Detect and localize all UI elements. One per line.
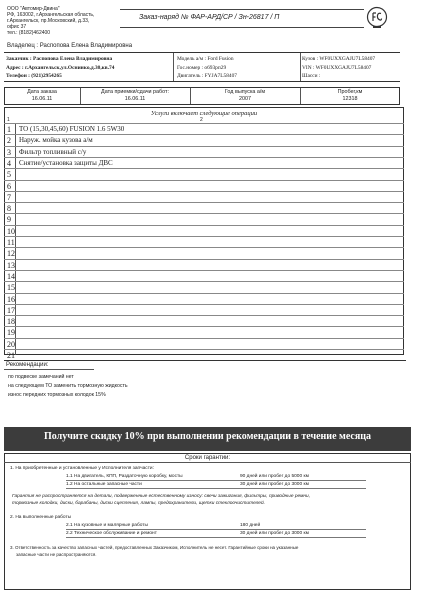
service-row-number: 20 (7, 339, 15, 349)
vehicle-vin: VIN : WF0UXXGAJU7L58407 (302, 64, 372, 71)
services-col-number: 2 (200, 117, 203, 123)
service-row-text: ТО (15,30,45,60) FUSION 1.6 5W30 (19, 125, 125, 133)
order-title: Заказ-наряд № ФАР-АРД/СР / Зн-26817 / П (139, 14, 280, 21)
service-row-number: 15 (7, 283, 15, 293)
warranty-item-label: 1.2 На остальные запасные части (66, 482, 142, 487)
company-address-line: г.Архангельск, пр.Московский, д.33, (7, 18, 90, 24)
recommendation-line: на следующем ТО заменить тормозную жидкость (8, 383, 128, 389)
service-row (4, 202, 404, 213)
warranty-item-value: 30 дней или пробег до 3000 км (240, 531, 309, 536)
service-row (4, 315, 404, 326)
service-row-number: 12 (7, 249, 15, 259)
warranty-row-rule (66, 529, 366, 530)
service-row-number: 17 (7, 305, 15, 315)
service-row (4, 146, 404, 157)
discount-banner-text: Получите скидку 10% при выполнении рекомендации в течение месяца (44, 431, 371, 442)
manufacture-year-label: Год выпуска а/м (224, 89, 266, 95)
order-date-label: Дата заказа (27, 89, 57, 95)
vehicle-body: Кузов : WF0UXXGAJU7L58407 (302, 56, 376, 62)
service-row (4, 247, 404, 258)
vehicle-plate: Гос.номер : о693рп29 (177, 64, 227, 71)
header-divider (120, 27, 364, 28)
order-date-cell (4, 89, 80, 102)
service-row-number: 8 (7, 204, 11, 214)
warranty-item-value: 30 дней или пробег до 3000 км (240, 482, 309, 487)
service-row-number: 2 (7, 136, 11, 146)
vehicle-details (177, 55, 302, 81)
warranty-liability-note: 3. Ответственность за качество запасных частей, предоставленных Заказчиком, Исполнитель не несет. Гарантийные сроки на указанные (10, 545, 299, 550)
service-row-number: 4 (7, 158, 11, 168)
recommendation-line: по подвеске замечаний нет (8, 374, 74, 380)
service-row-text: Фильтр топливный с/у (19, 147, 87, 156)
warranty-row-rule (66, 488, 366, 489)
service-row-number: 10 (7, 226, 15, 236)
customer-address: Адрес : г.Архангельск,ул.Оснинко,д.30,кв.74 (6, 64, 115, 71)
warranty-liability-note: запасные части не распространяются. (16, 552, 97, 557)
client-divider (173, 53, 174, 81)
vehicle-owner: Владелец : Распопова Елена Владимировна (7, 43, 133, 49)
warranty-exclusion-note: Гарантия не распространяется на детали, подверженные естественному износу: свечи зажигания, фильтры, приводные ремни, (12, 494, 311, 499)
warranty-item-label: 1.1 На двигатель, КПП, Раздаточную коробку, мосты (66, 474, 183, 479)
services-col-number: 1 (7, 117, 10, 123)
recommendations-title: Рекомендации: (6, 362, 49, 368)
manufacture-year-cell (190, 89, 300, 102)
vehicle-identifiers (302, 55, 398, 81)
recommendations-divider (4, 369, 94, 370)
customer-details (6, 55, 171, 81)
order-date-value: 16.06.11 (31, 95, 53, 102)
service-row-text: Снятие/установка защиты ДВС (19, 158, 113, 167)
service-row-number: 7 (7, 192, 11, 202)
service-row (4, 349, 404, 360)
customer-phone: Телефон : (921)2954265 (6, 73, 62, 79)
service-row (4, 281, 404, 292)
service-row-number: 9 (7, 215, 11, 225)
company-phone: тел.: (8182)462400 (7, 30, 51, 36)
warranty-divider (4, 462, 411, 463)
company-address-line: РФ, 163002, г.Архангельская область, (7, 12, 95, 18)
service-row-number: 16 (7, 294, 15, 304)
warranty-item-label: 2.1 На кузовные и малярные работы (66, 523, 148, 528)
company-address-line: офис 37 (7, 24, 27, 30)
service-row (4, 304, 404, 315)
service-row-number: 14 (7, 271, 15, 281)
warranty-parts-heading: 1. На приобретенные и установленные у Исполнителя запчасти: (10, 466, 154, 471)
service-row-text: Наруж. мойка кузова а/м (19, 136, 93, 145)
warranty-item-value: 90 дней или пробег до 5000 км (240, 474, 309, 479)
handover-date-label: Дата приемки/сдачи работ: (101, 89, 169, 95)
vehicle-engine: Двигатель : FYJA7L58407 (177, 73, 238, 79)
handover-date-cell (80, 89, 190, 102)
service-row (4, 259, 404, 270)
service-row-number: 6 (7, 181, 11, 191)
warranty-work-heading: 2. На выполненные работы (10, 515, 72, 520)
service-row (4, 157, 404, 168)
service-row-number: 3 (7, 147, 11, 157)
service-row (4, 293, 404, 304)
service-row (4, 213, 404, 224)
warranty-row-rule (66, 480, 366, 481)
mileage-value: 12318 (342, 95, 358, 102)
mileage-cell (300, 89, 400, 102)
service-row (4, 168, 404, 179)
service-row (4, 236, 404, 247)
service-row (4, 191, 404, 202)
certification-logo-icon (366, 6, 388, 30)
service-row-number: 19 (7, 328, 15, 338)
warranty-item-value: 180 дней (240, 523, 261, 528)
service-row (4, 338, 404, 349)
service-row-number: 5 (7, 170, 11, 180)
company-name: ООО "Автомир-Двина" (7, 6, 60, 12)
recommendation-line: износ передних тормозных колодок 15% (8, 392, 106, 398)
service-row-number: 1 (7, 125, 11, 134)
service-row-number: 11 (7, 238, 15, 247)
company-info (7, 6, 117, 36)
service-row (4, 270, 404, 281)
service-row-number: 13 (7, 260, 15, 270)
handover-date-value: 16.06.11 (124, 95, 146, 102)
warranty-title: Сроки гарантии: (184, 455, 231, 461)
service-row (4, 180, 404, 191)
service-row (4, 123, 404, 134)
header-divider (120, 9, 364, 10)
vehicle-chassis: Шасси : (302, 73, 321, 79)
warranty-row-rule (66, 537, 366, 538)
service-row-number: 18 (7, 317, 15, 327)
customer-name: Заказчик : Распопова Елена Владимировна (6, 56, 113, 62)
service-row-number: 21 (7, 351, 15, 360)
vehicle-model: Модель а/м : Ford Fusion (177, 56, 234, 62)
services-title: Услуги включает следующие операции (150, 110, 258, 117)
warranty-item-label: 2.2 Техническое обслуживание и ремонт (66, 531, 157, 536)
mileage-label: Пробег,км (337, 89, 363, 95)
service-row (4, 326, 404, 337)
manufacture-year-value: 2007 (239, 95, 251, 102)
service-row (4, 225, 404, 236)
service-row (4, 134, 404, 145)
warranty-exclusion-note: тормозные колодки, диски, барабаны, диски сцепления, лампы, предохранители, щетки стеклоочистителей. (12, 501, 265, 506)
